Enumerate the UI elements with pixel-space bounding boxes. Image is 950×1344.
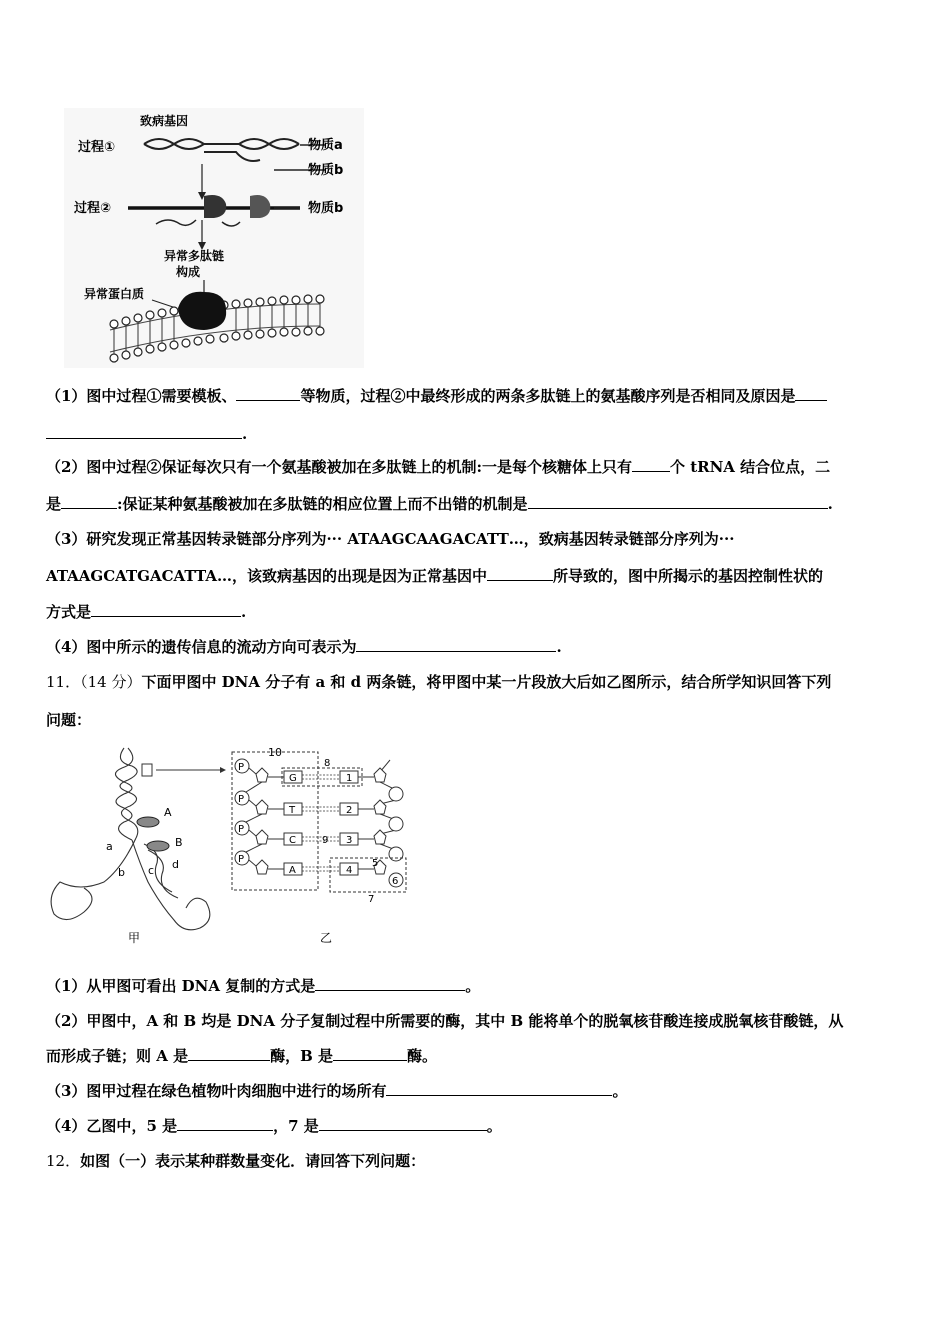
q10-p1-blank2-start[interactable]	[795, 386, 827, 401]
q10-p2-text-c: 是	[46, 495, 62, 513]
base-3: 3	[346, 835, 353, 846]
base-T: T	[289, 805, 296, 816]
fig-yi-dna-segment	[232, 746, 406, 905]
enzyme-B	[147, 841, 169, 851]
jia-box-segment	[142, 764, 152, 776]
q11-p2-text-d: 酶。	[407, 1047, 438, 1065]
q11-p1-text-a: （1）从甲图可看出 DNA 复制的方式是	[46, 977, 316, 995]
label-compose: 构成	[176, 265, 201, 279]
base-2: 2	[346, 805, 353, 816]
label-process-1: 过程①	[78, 140, 116, 155]
q11-stem-line2	[46, 710, 910, 730]
label-abnormal-protein: 异常蛋白质	[84, 287, 145, 301]
q11-p4-text-b: ，7 是	[273, 1117, 319, 1135]
q12-stem	[46, 1151, 910, 1171]
label-strand-a: a	[106, 840, 113, 853]
label-7: 7	[368, 894, 375, 905]
label-strand-d: d	[172, 858, 179, 871]
label-P-1: P	[238, 762, 245, 773]
q10-p3-text-b: ATAAGCATGACATTA…，该致病基因的出现是因为正常基因中	[46, 567, 487, 585]
q11-p2-blank2[interactable]	[333, 1046, 407, 1061]
q10-p3-text-c: 所导致的，图中所揭示的基因控制性状的	[552, 567, 823, 585]
q11-part1	[46, 976, 910, 996]
q10-part1-line1	[46, 386, 910, 406]
label-P-4: P	[238, 854, 245, 865]
label-substance-b: 物质b	[308, 163, 344, 178]
label-strand-c: c	[148, 864, 155, 877]
label-abnormal-peptide: 异常多肽链	[164, 249, 225, 263]
base-A: A	[289, 865, 296, 876]
fig-jia-caption: 甲	[128, 931, 141, 945]
q10-p2-text-b: 个 tRNA 结合位点，二	[669, 458, 831, 476]
q10-p2-blank1[interactable]	[632, 457, 670, 472]
q11-p4-end: 。	[486, 1117, 502, 1135]
q11-p3-text-a: （3）图甲过程在绿色植物叶肉细胞中进行的场所有	[46, 1082, 387, 1100]
label-enzyme-B: B	[175, 836, 183, 849]
gene-expression-figure	[64, 108, 364, 368]
label-P-2: P	[238, 794, 245, 805]
label-enzyme-A: A	[164, 806, 172, 819]
fig-jia-replication	[51, 748, 210, 930]
q10-p3-blank2[interactable]	[91, 602, 241, 617]
q10-part4-line1	[46, 637, 910, 657]
label-process-2: 过程②	[74, 201, 112, 216]
q10-p4-blank1[interactable]	[356, 637, 556, 652]
q10-p4-text-a: （4）图中所示的遗传信息的流动方向可表示为	[46, 638, 357, 656]
q12-number: 12．	[46, 1152, 81, 1170]
base-G: G	[289, 773, 297, 784]
q10-p1-blank2-end[interactable]	[46, 424, 242, 439]
q10-p3-blank1[interactable]	[487, 566, 553, 581]
q10-part1-line2	[46, 424, 910, 444]
label-10: 10	[268, 746, 282, 759]
base-1: 1	[346, 773, 353, 784]
q10-p3-text-a: （3）研究发现正常基因转录链部分序列为··· ATAAGCAAGACATT…，致病基因转录链部分序列为···	[46, 530, 735, 548]
q10-part3-line3	[46, 602, 910, 622]
q10-p1-text-b: 等物质，过程②中最终形成的两条多肽链上的氨基酸序列是否相同及原因是	[300, 387, 796, 405]
q11-number: 11．（14 分）	[46, 673, 142, 691]
enzyme-A	[137, 817, 159, 827]
label-substance-a: 物质a	[308, 138, 343, 153]
q10-p2-blank2[interactable]	[61, 494, 117, 509]
q11-p4-blank1[interactable]	[177, 1116, 273, 1131]
q11-p2-text-c: 酶，B 是	[270, 1047, 333, 1065]
label-substance-b-2: 物质b	[308, 201, 344, 216]
q10-p1-text-a: （1）图中过程①需要模板、	[46, 387, 237, 405]
base-C: C	[289, 835, 296, 846]
q10-p1-end: .	[242, 425, 248, 443]
q10-p3-text-d: 方式是	[46, 603, 92, 621]
q11-part4	[46, 1116, 910, 1136]
q12-stem-text: 如图（一）表示某种群数量变化．请回答下列问题：	[80, 1152, 426, 1170]
q11-part2-line2	[46, 1046, 910, 1066]
q10-p4-end: .	[556, 638, 562, 656]
jia-to-yi-arrow-head	[220, 767, 226, 773]
q10-p3-end: .	[241, 603, 247, 621]
q11-p3-blank[interactable]	[386, 1081, 612, 1096]
label-5: 5	[372, 858, 379, 869]
base-4: 4	[346, 865, 353, 876]
q11-stem-b: 问题：	[46, 711, 92, 729]
dna-replication-figure	[44, 742, 414, 952]
q10-p1-blank1[interactable]	[236, 386, 300, 401]
q11-p3-end: 。	[612, 1082, 628, 1100]
label-9: 9	[322, 835, 329, 846]
label-6: 6	[392, 876, 399, 887]
q11-p4-text-a: （4）乙图中，5 是	[46, 1117, 178, 1135]
q10-part3-line2	[46, 566, 910, 586]
label-disease-gene: 致病基因	[140, 114, 189, 128]
q10-p2-end: .	[827, 495, 833, 513]
q11-stem-a: 下面甲图中 DNA 分子有 a 和 d 两条链，将甲图中某一片段放大后如乙图所示，结合所学知识回答下列	[141, 673, 832, 691]
fig-yi-caption: 乙	[320, 931, 333, 945]
q11-p2-text-b: 而形成子链；则 A 是	[46, 1047, 189, 1065]
q11-p2-text-a: （2）甲图中，A 和 B 均是 DNA 分子复制过程中所需要的酶，其中 B 能将单个的脱氧核苷酸连接成脱氧核苷酸链，从	[46, 1012, 844, 1030]
label-P-3: P	[238, 824, 245, 835]
q11-p2-blank1[interactable]	[188, 1046, 270, 1061]
q10-part3-line1	[46, 529, 910, 549]
q10-p2-text-d: :保证某种氨基酸被加在多肽链的相应位置上而不出错的机制是	[117, 495, 528, 513]
q11-p1-blank[interactable]	[315, 976, 465, 991]
q11-p1-end: 。	[465, 977, 481, 995]
q10-part2-line2	[46, 494, 910, 514]
label-8: 8	[324, 758, 331, 769]
q10-p2-text-a: （2）图中过程②保证每次只有一个氨基酸被加在多肽链上的机制:一是每个核糖体上只有	[46, 458, 632, 476]
q10-p2-blank3[interactable]	[528, 494, 828, 509]
label-strand-b: b	[118, 866, 125, 879]
q11-part3	[46, 1081, 910, 1101]
q10-part2-line1	[46, 457, 910, 477]
q11-part2-line1	[46, 1011, 910, 1031]
q11-p4-blank2[interactable]	[319, 1116, 487, 1131]
q11-stem-line1	[46, 672, 910, 692]
